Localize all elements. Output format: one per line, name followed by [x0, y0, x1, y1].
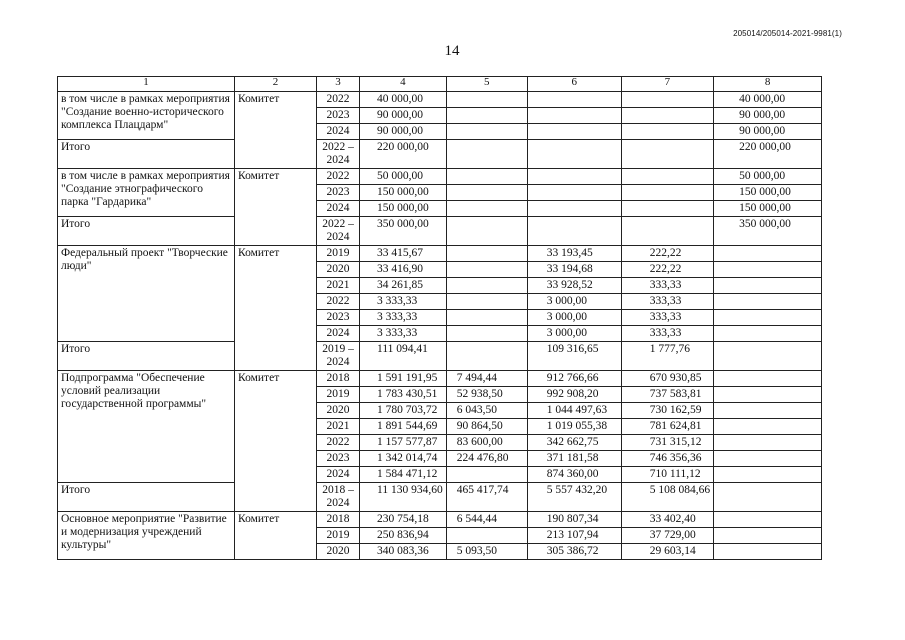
year-cell: 2023	[317, 108, 360, 124]
value-cell	[714, 371, 822, 387]
value-cell: 40 000,00	[714, 92, 822, 108]
column-header: 1	[58, 77, 235, 92]
value-cell: 3 000,00	[527, 294, 621, 310]
value-cell	[527, 169, 621, 185]
value-cell: 5 093,50	[446, 544, 527, 560]
value-cell: 90 000,00	[714, 124, 822, 140]
total-value-cell: 109 316,65	[527, 342, 621, 371]
value-cell: 1 342 014,74	[360, 451, 447, 467]
total-value-cell: 111 094,41	[360, 342, 447, 371]
value-cell: 230 754,18	[360, 512, 447, 528]
total-row	[58, 342, 822, 371]
value-cell: 33 193,45	[527, 246, 621, 262]
table-row	[58, 246, 822, 262]
value-cell	[527, 201, 621, 217]
value-cell	[527, 92, 621, 108]
table-row	[58, 371, 822, 387]
year-cell: 2024	[317, 201, 360, 217]
value-cell: 33 415,67	[360, 246, 447, 262]
year-range-cell: 2018 – 2024	[317, 483, 360, 512]
value-cell: 33 402,40	[621, 512, 713, 528]
year-cell: 2021	[317, 419, 360, 435]
total-value-cell: 465 417,74	[446, 483, 527, 512]
row-label: в том числе в рамках мероприятия "Создание военно-исторического комплекса Плацдарм"	[58, 92, 235, 140]
year-cell: 2020	[317, 544, 360, 560]
value-cell: 150 000,00	[360, 201, 447, 217]
value-cell: 992 908,20	[527, 387, 621, 403]
responsible-org: Комитет	[235, 371, 317, 512]
value-cell: 912 766,66	[527, 371, 621, 387]
year-cell: 2024	[317, 467, 360, 483]
total-label: Итого	[58, 342, 235, 371]
year-cell: 2019	[317, 246, 360, 262]
value-cell	[714, 278, 822, 294]
column-header: 6	[527, 77, 621, 92]
value-cell: 222,22	[621, 262, 713, 278]
column-header: 2	[235, 77, 317, 92]
year-cell: 2024	[317, 326, 360, 342]
year-range-cell: 2022 – 2024	[317, 140, 360, 169]
total-value-cell	[714, 483, 822, 512]
value-cell: 1 891 544,69	[360, 419, 447, 435]
value-cell: 781 624,81	[621, 419, 713, 435]
value-cell	[446, 326, 527, 342]
value-cell: 730 162,59	[621, 403, 713, 419]
total-value-cell: 5 557 432,20	[527, 483, 621, 512]
value-cell: 670 930,85	[621, 371, 713, 387]
value-cell: 33 194,68	[527, 262, 621, 278]
value-cell	[446, 108, 527, 124]
value-cell	[446, 92, 527, 108]
row-label: Подпрограмма "Обеспечение условий реализации государственной программы"	[58, 371, 235, 483]
table-row	[58, 512, 822, 528]
year-cell: 2022	[317, 435, 360, 451]
row-label: Основное мероприятие "Развитие и модернизация учреждений культуры"	[58, 512, 235, 560]
column-header: 3	[317, 77, 360, 92]
value-cell: 333,33	[621, 278, 713, 294]
value-cell: 33 928,52	[527, 278, 621, 294]
year-cell: 2019	[317, 387, 360, 403]
value-cell: 333,33	[621, 326, 713, 342]
value-cell	[714, 467, 822, 483]
total-value-cell	[527, 217, 621, 246]
value-cell: 33 416,90	[360, 262, 447, 278]
value-cell: 213 107,94	[527, 528, 621, 544]
year-cell: 2018	[317, 512, 360, 528]
year-cell: 2019	[317, 528, 360, 544]
total-label: Итого	[58, 217, 235, 246]
value-cell: 190 807,34	[527, 512, 621, 528]
value-cell: 333,33	[621, 294, 713, 310]
value-cell: 150 000,00	[360, 185, 447, 201]
value-cell	[714, 403, 822, 419]
table-header-row	[58, 77, 822, 92]
value-cell: 90 000,00	[360, 124, 447, 140]
total-value-cell: 220 000,00	[360, 140, 447, 169]
column-header: 5	[446, 77, 527, 92]
total-value-cell: 350 000,00	[360, 217, 447, 246]
value-cell: 746 356,36	[621, 451, 713, 467]
total-value-cell: 11 130 934,60	[360, 483, 447, 512]
value-cell	[714, 310, 822, 326]
value-cell: 224 476,80	[446, 451, 527, 467]
total-value-cell	[446, 342, 527, 371]
value-cell: 1 019 055,38	[527, 419, 621, 435]
year-cell: 2024	[317, 124, 360, 140]
value-cell	[527, 108, 621, 124]
total-value-cell	[714, 342, 822, 371]
value-cell: 3 333,33	[360, 326, 447, 342]
value-cell: 3 333,33	[360, 310, 447, 326]
year-cell: 2020	[317, 262, 360, 278]
value-cell: 3 333,33	[360, 294, 447, 310]
value-cell: 40 000,00	[360, 92, 447, 108]
value-cell	[621, 108, 713, 124]
total-value-cell	[621, 140, 713, 169]
table-row	[58, 169, 822, 185]
document-id: 205014/205014-2021-9981(1)	[733, 29, 842, 38]
value-cell	[446, 246, 527, 262]
value-cell	[714, 512, 822, 528]
year-cell: 2020	[317, 403, 360, 419]
total-value-cell	[527, 140, 621, 169]
column-header: 4	[360, 77, 447, 92]
value-cell: 50 000,00	[360, 169, 447, 185]
value-cell	[714, 262, 822, 278]
value-cell	[714, 326, 822, 342]
value-cell	[714, 544, 822, 560]
responsible-org: Комитет	[235, 512, 317, 560]
value-cell	[714, 246, 822, 262]
value-cell: 3 000,00	[527, 310, 621, 326]
page-number: 14	[444, 43, 460, 59]
value-cell: 150 000,00	[714, 185, 822, 201]
value-cell: 34 261,85	[360, 278, 447, 294]
value-cell: 710 111,12	[621, 467, 713, 483]
table-row	[58, 92, 822, 108]
year-cell: 2021	[317, 278, 360, 294]
value-cell	[714, 387, 822, 403]
value-cell	[714, 451, 822, 467]
value-cell: 1 783 430,51	[360, 387, 447, 403]
value-cell: 1 584 471,12	[360, 467, 447, 483]
value-cell: 874 360,00	[527, 467, 621, 483]
year-cell: 2018	[317, 371, 360, 387]
value-cell: 342 662,75	[527, 435, 621, 451]
value-cell	[446, 169, 527, 185]
total-row	[58, 483, 822, 512]
value-cell: 250 836,94	[360, 528, 447, 544]
responsible-org: Комитет	[235, 92, 317, 169]
column-header: 7	[621, 77, 713, 92]
value-cell: 1 591 191,95	[360, 371, 447, 387]
total-row	[58, 217, 822, 246]
row-label: в том числе в рамках мероприятия "Создание этнографического парка "Гардарика"	[58, 169, 235, 217]
row-label: Федеральный проект "Творческие люди"	[58, 246, 235, 342]
value-cell: 150 000,00	[714, 201, 822, 217]
value-cell: 6 043,50	[446, 403, 527, 419]
value-cell	[446, 278, 527, 294]
value-cell: 371 181,58	[527, 451, 621, 467]
year-range-cell: 2022 – 2024	[317, 217, 360, 246]
value-cell	[714, 528, 822, 544]
value-cell	[446, 201, 527, 217]
year-range-cell: 2019 – 2024	[317, 342, 360, 371]
total-label: Итого	[58, 483, 235, 512]
value-cell	[621, 92, 713, 108]
year-cell: 2023	[317, 185, 360, 201]
total-value-cell: 1 777,76	[621, 342, 713, 371]
value-cell	[446, 310, 527, 326]
value-cell: 90 000,00	[360, 108, 447, 124]
value-cell: 52 938,50	[446, 387, 527, 403]
year-cell: 2022	[317, 92, 360, 108]
value-cell	[621, 169, 713, 185]
total-value-cell: 350 000,00	[714, 217, 822, 246]
value-cell: 83 600,00	[446, 435, 527, 451]
value-cell: 1 157 577,87	[360, 435, 447, 451]
value-cell: 7 494,44	[446, 371, 527, 387]
responsible-org: Комитет	[235, 169, 317, 246]
total-value-cell: 5 108 084,66	[621, 483, 713, 512]
total-label: Итого	[58, 140, 235, 169]
year-cell: 2022	[317, 294, 360, 310]
value-cell	[527, 185, 621, 201]
value-cell: 29 603,14	[621, 544, 713, 560]
total-value-cell	[446, 217, 527, 246]
value-cell: 737 583,81	[621, 387, 713, 403]
value-cell	[714, 419, 822, 435]
value-cell	[621, 185, 713, 201]
value-cell	[527, 124, 621, 140]
value-cell	[446, 124, 527, 140]
responsible-org: Комитет	[235, 246, 317, 371]
value-cell	[446, 294, 527, 310]
value-cell: 333,33	[621, 310, 713, 326]
value-cell: 6 544,44	[446, 512, 527, 528]
value-cell	[714, 435, 822, 451]
total-value-cell: 220 000,00	[714, 140, 822, 169]
value-cell	[446, 262, 527, 278]
value-cell: 340 083,36	[360, 544, 447, 560]
value-cell: 1 780 703,72	[360, 403, 447, 419]
value-cell	[446, 185, 527, 201]
total-value-cell	[446, 140, 527, 169]
value-cell: 3 000,00	[527, 326, 621, 342]
year-cell: 2023	[317, 310, 360, 326]
value-cell: 305 386,72	[527, 544, 621, 560]
value-cell	[714, 294, 822, 310]
year-cell: 2023	[317, 451, 360, 467]
value-cell: 222,22	[621, 246, 713, 262]
value-cell: 90 864,50	[446, 419, 527, 435]
value-cell: 37 729,00	[621, 528, 713, 544]
value-cell: 731 315,12	[621, 435, 713, 451]
column-header: 8	[714, 77, 822, 92]
value-cell	[446, 528, 527, 544]
total-row	[58, 140, 822, 169]
value-cell: 50 000,00	[714, 169, 822, 185]
value-cell: 90 000,00	[714, 108, 822, 124]
value-cell: 1 044 497,63	[527, 403, 621, 419]
budget-table	[57, 76, 822, 560]
value-cell	[446, 467, 527, 483]
total-value-cell	[621, 217, 713, 246]
year-cell: 2022	[317, 169, 360, 185]
value-cell	[621, 201, 713, 217]
value-cell	[621, 124, 713, 140]
